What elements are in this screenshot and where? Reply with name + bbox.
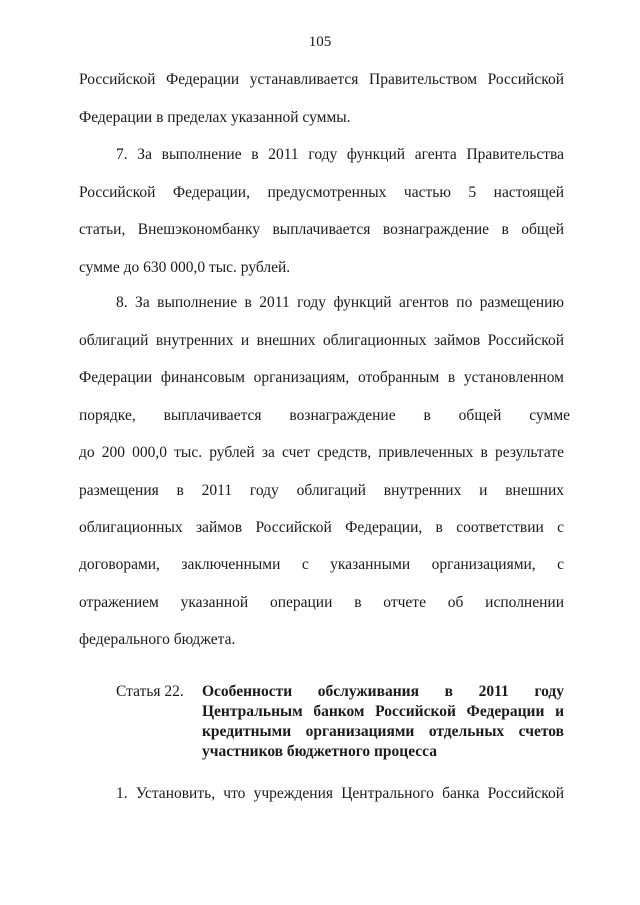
text-line: облигаций внутренних и внешних облигационных займов Российской <box>79 332 564 349</box>
text-line: 7. За выполнение в 2011 году функций агента Правительства <box>116 146 564 163</box>
article-title-line: Центральным банком Российской Федерации и <box>202 703 564 720</box>
text-line: Российской Федерации устанавливается Правительством Российской <box>79 71 564 88</box>
text-line: Российской Федерации, предусмотренных частью 5 настоящей <box>79 184 564 201</box>
text-line: сумме до 630 000,0 тыс. рублей. <box>79 259 291 276</box>
text-line: размещения в 2011 году облигаций внутренних и внешних <box>79 482 564 499</box>
article-title-line: Особенности обслуживания в 2011 году <box>202 683 564 700</box>
text-line: порядке, выплачивается вознаграждение в общей сумме <box>79 407 571 424</box>
text-line: договорами, заключенными с указанными организациями, с <box>79 556 564 573</box>
page-number: 105 <box>308 34 332 50</box>
text-line: Федерации в пределах указанной суммы. <box>79 109 351 126</box>
text-line: до 200 000,0 тыс. рублей за счет средств, привлеченных в результате <box>79 444 564 461</box>
text-line: 8. За выполнение в 2011 году функций агентов по размещению <box>116 294 564 311</box>
text-line: федерального бюджета. <box>79 631 236 648</box>
article-title-line: кредитными организациями отдельных счетов <box>202 723 564 740</box>
text-line: статьи, Внешэкономбанку выплачивается вознаграждение в общей <box>79 221 564 238</box>
article-title-line: участников бюджетного процесса <box>202 743 437 760</box>
text-line: Федерации финансовым организациям, отобранным в установленном <box>79 369 564 386</box>
article-label: Статья 22. <box>116 683 184 700</box>
text-line: 1. Установить, что учреждения Центрального банка Российской <box>116 785 564 802</box>
text-line: облигационных займов Российской Федерации, в соответствии с <box>79 519 564 536</box>
text-line: отражением указанной операции в отчете об исполнении <box>79 594 564 611</box>
